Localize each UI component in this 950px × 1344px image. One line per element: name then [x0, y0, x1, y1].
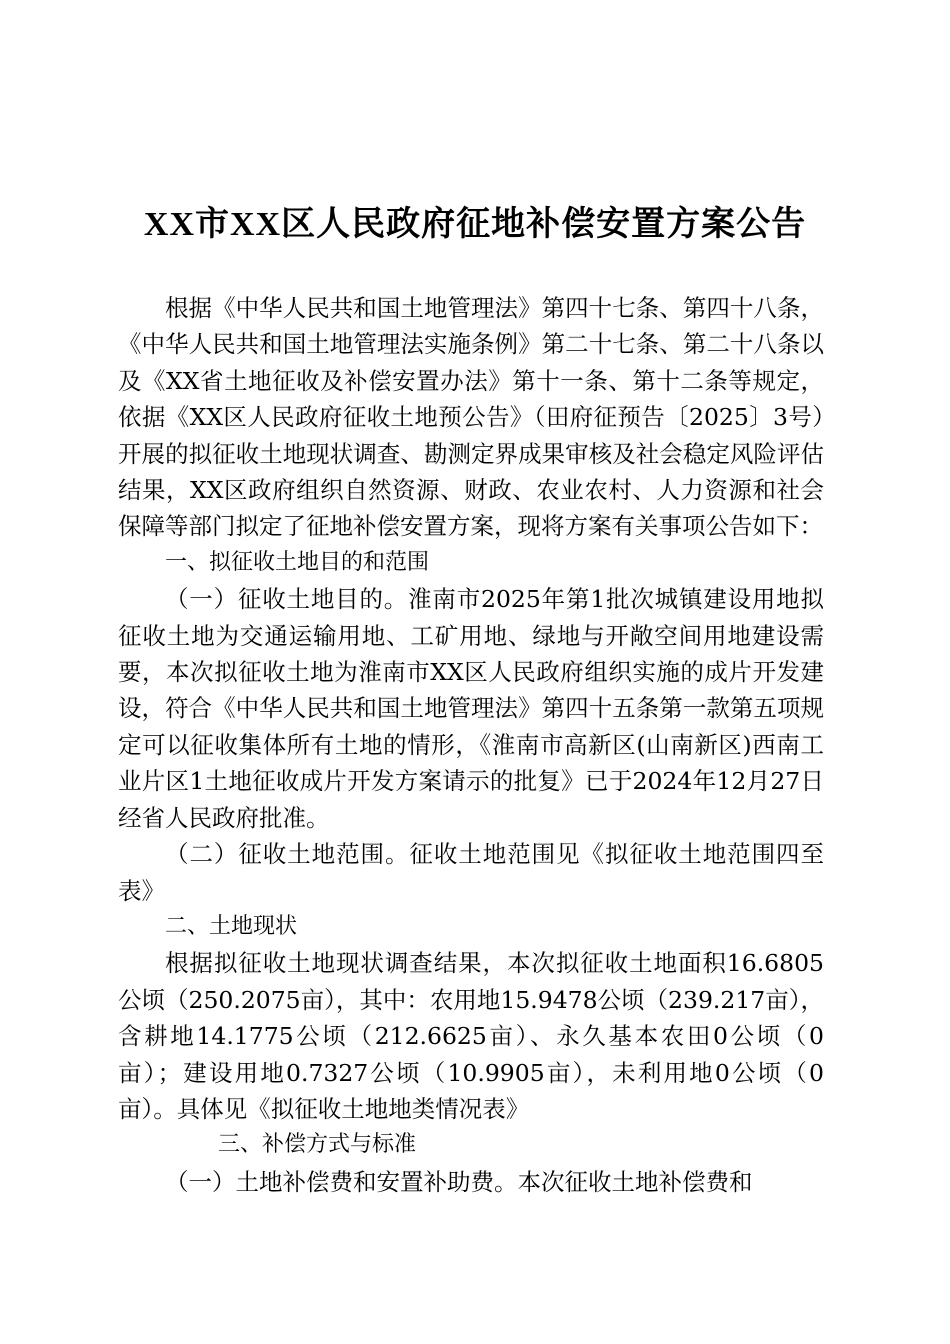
- intro-paragraph: 根据《中华人民共和国土地管理法》第四十七条、第四十八条，《中华人民共和国土地管理法实施条例》第二十七条、第二十八条以及《XX省土地征收及补偿安置办法》第十一条、第十二条等规定，依据《XX区人民政府征收土地预公告》（田府征预告〔2025〕3号）开展的拟征收土地现状调查、勘测定界成果审核及社会稳定风险评估结果，XX区政府组织自然资源、财政、农业农村、人力资源和社会保障等部门拟定了征地补偿安置方案，现将方案有关事项公告如下：: [118, 294, 824, 541]
- document-body: [118, 290, 824, 1200]
- section-heading-1: 一、拟征收土地目的和范围: [165, 549, 430, 575]
- section1-paragraph-2: （二）征收土地范围。征收土地范围见《拟征收土地范围四至表》: [118, 840, 824, 905]
- page-title: XX市XX区人民政府征地补偿安置方案公告: [143, 206, 807, 243]
- section2-paragraph-1: 根据拟征收土地现状调查结果，本次拟征收土地面积16.6805公顷（250.2075亩），其中：农用地15.9478公顷（239.217亩），含耕地14.1775公顷（212.6625亩）、永久基本农田0公顷（0亩）；建设用地0.7327公顷（10.9905亩），未利用地0公顷（0亩）。具体见《拟征收土地地类情况表》: [118, 949, 824, 1123]
- section-heading-3: 三、补偿方式与标准: [218, 1132, 417, 1158]
- section1-paragraph-1: （一）征收土地目的。淮南市2025年第1批次城镇建设用地拟征收土地为交通运输用地、工矿用地、绿地与开敞空间用地建设需要，本次拟征收土地为淮南市XX区人民政府组织实施的成片开发建设，符合《中华人民共和国土地管理法》第四十五条第一款第五项规定可以征收集体所有土地的情形，《淮南市高新区(山南新区)西南工业片区1土地征收成片开发方案请示的批复》已于2024年12月27日经省人民政府批准。: [118, 585, 824, 832]
- section-heading-2: 二、土地现状: [165, 913, 298, 939]
- section3-paragraph-1: （一）土地补偿费和安置补助费。本次征收土地补偿费和: [165, 1167, 753, 1196]
